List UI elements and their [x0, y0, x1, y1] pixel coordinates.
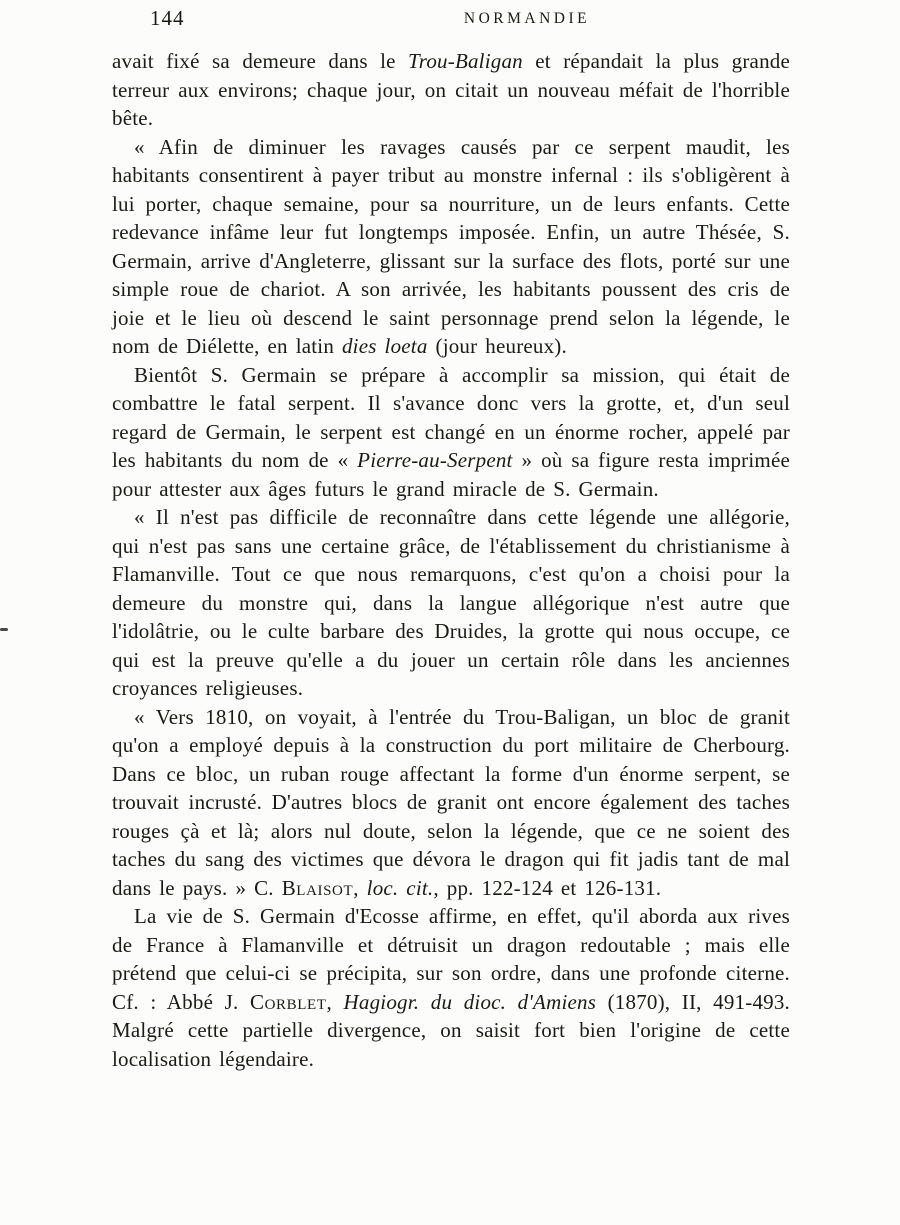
text-run: Pierre-au-Serpent	[357, 448, 513, 472]
page-header	[112, 6, 790, 38]
text-run: ,	[353, 875, 367, 900]
text-run: dies loeta	[341, 334, 428, 358]
text-run: « Il n'est pas difficile de reconnaître dans cette légende une allégorie, qui n'est pas sans une certaine grâce, de l'établissement du christianisme à Flamanville. Tout ce que nous remarquons, c'est qu'on a choisi pour la demeure du monstre qui, dans la langue allégorique n'est autre que l'idolâtrie, ou le culte barbare des Druides, la grotte qui nous occupe, ce qui est la preuve qu'elle a du jouer un certain rôle dans les anciennes croyances religieuses.	[112, 505, 790, 700]
text-run: La vie de S. Germain d'Ecosse affirme, en effet, qu'il aborda aux rives de France à Flamanville et détruisit un dragon redoutable ; mais elle prétend que celui-ci se précipita, sur son ordre, dans une profonde citerne. Cf. : Abbé J.	[112, 904, 790, 1014]
text-run: « Afin de diminuer les ravages causés par ce serpent maudit, les habitants consentirent à payer tribut au monstre infernal : ils s'obligèrent à lui porter, chaque semaine, pour sa nourriture, un de leurs enfants. Cette redevance infâme leur fut longtemps imposée. Enfin, un autre Thésée, S. Germain, arrive d'Angleterre, glissant sur la surface des flots, porté sur une simple roue de chariot. A son arrivée, les habitants poussent des cris de joie et le lieu où descend le saint personnage prend selon la légende, le nom de Diélette, en latin	[112, 134, 790, 358]
text-run: Bientôt S. Germain se prépare à accomplir sa mission, qui était de combattre le fatal serpent. Il s'avance donc vers la grotte, et, d'un seul regard de Germain, le serpent est changé en un énorme rocher, appelé par les habitants du nom de «	[112, 362, 790, 472]
text-run: Blaisot	[281, 875, 354, 900]
paragraph	[112, 902, 790, 1073]
paragraph	[112, 503, 790, 703]
text-run: (jour heureux).	[427, 334, 567, 358]
text-block	[112, 0, 790, 1073]
page-number: 144	[150, 6, 185, 30]
text-run: Hagiogr. du dioc. d'Amiens	[343, 989, 597, 1014]
running-header: NORMANDIE	[463, 10, 591, 27]
text-run: , pp. 122-124 et 126-131.	[433, 875, 662, 900]
page-body	[112, 47, 790, 1073]
text-run: avait fixé sa demeure dans le	[112, 49, 409, 73]
text-run: » où sa figure resta imprimée pour attester aux âges futurs le grand miracle de S. Germain.	[112, 448, 790, 501]
text-run: et répandait la plus grande terreur aux environs; chaque jour, on citait un nouveau méfait de l'horrible bête.	[112, 49, 790, 130]
text-run: Corblet	[250, 989, 327, 1014]
text-run: (1870), II, 491-493. Malgré cette partielle divergence, on saisit fort bien l'origine de cette localisation légendaire.	[112, 989, 791, 1071]
text-run: ,	[326, 989, 344, 1014]
text-run: loc. cit.	[366, 875, 434, 900]
paragraph	[112, 133, 790, 361]
paragraph	[112, 361, 790, 504]
paragraph	[112, 703, 790, 903]
text-run: « Vers 1810, on voyait, à l'entrée du Trou-Baligan, un bloc de granit qu'on a employé depuis à la construction du port militaire de Cherbourg. Dans ce bloc, un ruban rouge affectant la forme d'un énorme serpent, se trouvait incrusté. D'autres blocs de granit ont encore également des taches rouges çà et là; alors nul doute, selon la légende, que ce ne soient des taches du sang des victimes que dévora le dragon qui fit jadis tant de mal dans le pays. » C.	[112, 704, 790, 900]
text-run: Trou-Baligan	[408, 49, 523, 73]
scan-artifact	[0, 628, 8, 631]
paragraph	[112, 47, 790, 133]
